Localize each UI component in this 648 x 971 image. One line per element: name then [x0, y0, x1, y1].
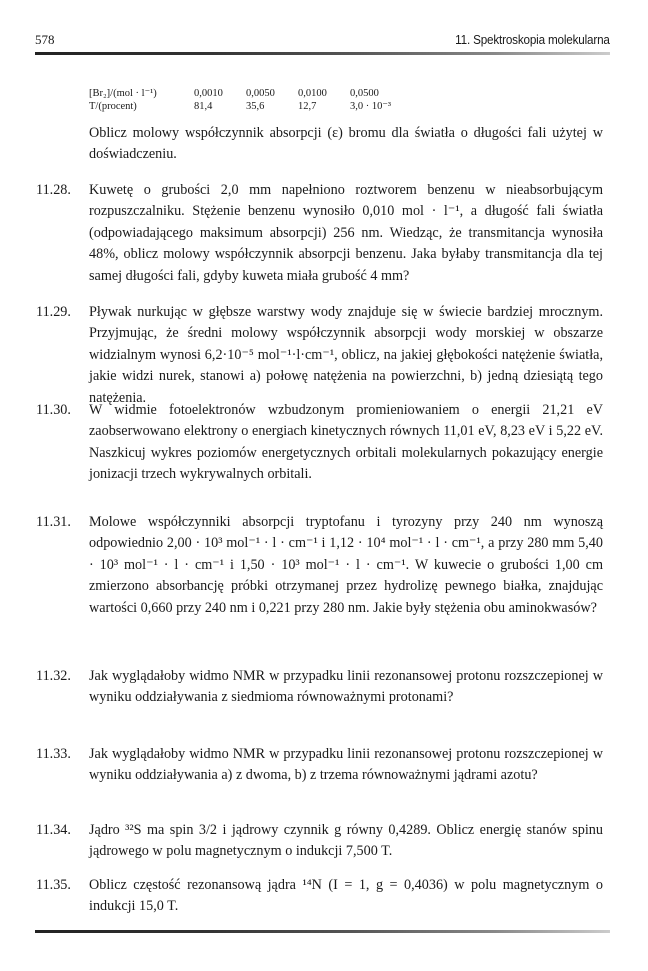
table-cell: 0,0100	[298, 88, 327, 99]
problem-number: 11.29.	[36, 304, 71, 320]
page-number: 578	[35, 32, 55, 47]
problem-11-35	[36, 875, 603, 918]
problem-number: 11.35.	[36, 877, 71, 893]
page-header	[35, 32, 610, 48]
problem-number: 11.32.	[36, 668, 71, 684]
problem-text: Jądro ³²S ma spin 3/2 i jądrowy czynnik g równy 0,4289. Oblicz energię stanów spinu jądrowego w polu magnetycznym o indukcji 7,500 T.	[89, 822, 603, 860]
problem-number: 11.31.	[36, 514, 71, 530]
table-cell: 81,4	[194, 101, 213, 112]
problem-text: W widmie fotoelektronów wzbudzonym promieniowaniem o energii 21,21 eV zaobserwowano elektrony o energiach kinetycznych równych 11,01 eV, 8,23 eV i 5,22 eV. Naszkicuj wykres poziomów energetycznych orbitali molekularnych pokazujący energie jonizacji trzech wykrywalnych orbitali.	[89, 402, 603, 483]
table-cell: 0,0500	[350, 88, 379, 99]
problem-11-30	[36, 400, 603, 486]
problem-11-28	[36, 180, 603, 287]
problem-text: Pływak nurkując w głębsze warstwy wody znajduje się w świecie bardziej mrocznym. Przyjmując, że średni molowy współczynnik absorpcji wody morskiej w obszarze widzialnym wynosi 6,2·10⁻⁵ mol⁻¹·l·cm⁻¹, oblicz, na jakiej głębokości natężenie światła, jakie widzi nurek, stanowi a) połowę natężenia na powierzchni, b) jedną dziesiątą tego natężenia.	[89, 304, 603, 406]
problem-11-34	[36, 820, 603, 863]
table-cell: 35,6	[246, 101, 265, 112]
bromine-data-table	[89, 87, 402, 113]
transmittance-row	[89, 100, 402, 113]
problem-text: Oblicz częstość rezonansową jądra ¹⁴N (I = 1, g = 0,4036) w polu magnetycznym o indukcji 15,0 T.	[89, 877, 603, 915]
problem-text: Kuwetę o grubości 2,0 mm napełniono roztworem benzenu w nieabsorbującym rozpuszczalniku. Stężenie benzenu wynosiło 0,010 mol · l⁻¹, a długość fali światła (odpowiadającego maksimum absorpcji) 256 nm. Wiedząc, że transmitancja wynosiła 48%, oblicz molowy współczynnik absorpcji benzenu. Jaka byłaby transmitancja dla tej samej długości fali, gdyby kuweta miała grubość 4 mm?	[89, 182, 603, 284]
transmittance-label: T/(procent)	[89, 101, 137, 112]
problem-text: Jak wyglądałoby widmo NMR w przypadku linii rezonansowej protonu rozszczepionej w wyniku oddziaływania a) z dwoma, b) z trzema równoważnymi jądrami azotu?	[89, 746, 603, 784]
problem-number: 11.34.	[36, 822, 71, 838]
problem-number: 11.33.	[36, 746, 71, 762]
problem-11-33	[36, 744, 603, 787]
problem-11-31	[36, 512, 603, 619]
problem-text: Molowe współczynniki absorpcji tryptofanu i tyrozyny przy 240 nm wynoszą odpowiednio 2,00 · 10³ mol⁻¹ · l · cm⁻¹ i 1,12 · 10⁴ mol⁻¹ · l · cm⁻¹, a przy 280 mm 5,40 · 10³ mol⁻¹ · l · cm⁻¹ i 1,50 · 10³ mol⁻¹ · l · cm⁻¹. W kuwecie o grubości 1,00 cm zmierzono absorbancję próbki otrzymanej przez hydrolizę pewnego białka, znajdując wartości 0,660 przy 240 nm i 0,221 przy 280 nm. Jakie były stężenia obu aminokwasów?	[89, 514, 603, 616]
table-cell: 12,7	[298, 101, 317, 112]
problem-11-29	[36, 302, 603, 409]
concentration-label: [Br₂]/(mol · l⁻¹)	[89, 88, 157, 99]
table-cell: 3,0 · 10⁻³	[350, 101, 392, 112]
problem-number: 11.30.	[36, 402, 71, 418]
table-cell: 0,0010	[194, 88, 223, 99]
problem-text: Jak wyglądałoby widmo NMR w przypadku linii rezonansowej protonu rozszczepionej w wyniku oddziaływania z siedmioma równoważnymi protonami?	[89, 668, 603, 706]
table-cell: 0,0050	[246, 88, 275, 99]
header-rule	[35, 52, 610, 55]
problem-number: 11.28.	[36, 182, 71, 198]
concentration-row	[89, 87, 402, 100]
problem-11-32	[36, 666, 603, 709]
footer-rule	[35, 930, 610, 933]
chapter-title: 11. Spektroskopia molekularna	[455, 32, 610, 47]
intro-paragraph: Oblicz molowy współczynnik absorpcji (ε) bromu dla światła o długości fali użytej w doświadczeniu.	[89, 125, 603, 163]
